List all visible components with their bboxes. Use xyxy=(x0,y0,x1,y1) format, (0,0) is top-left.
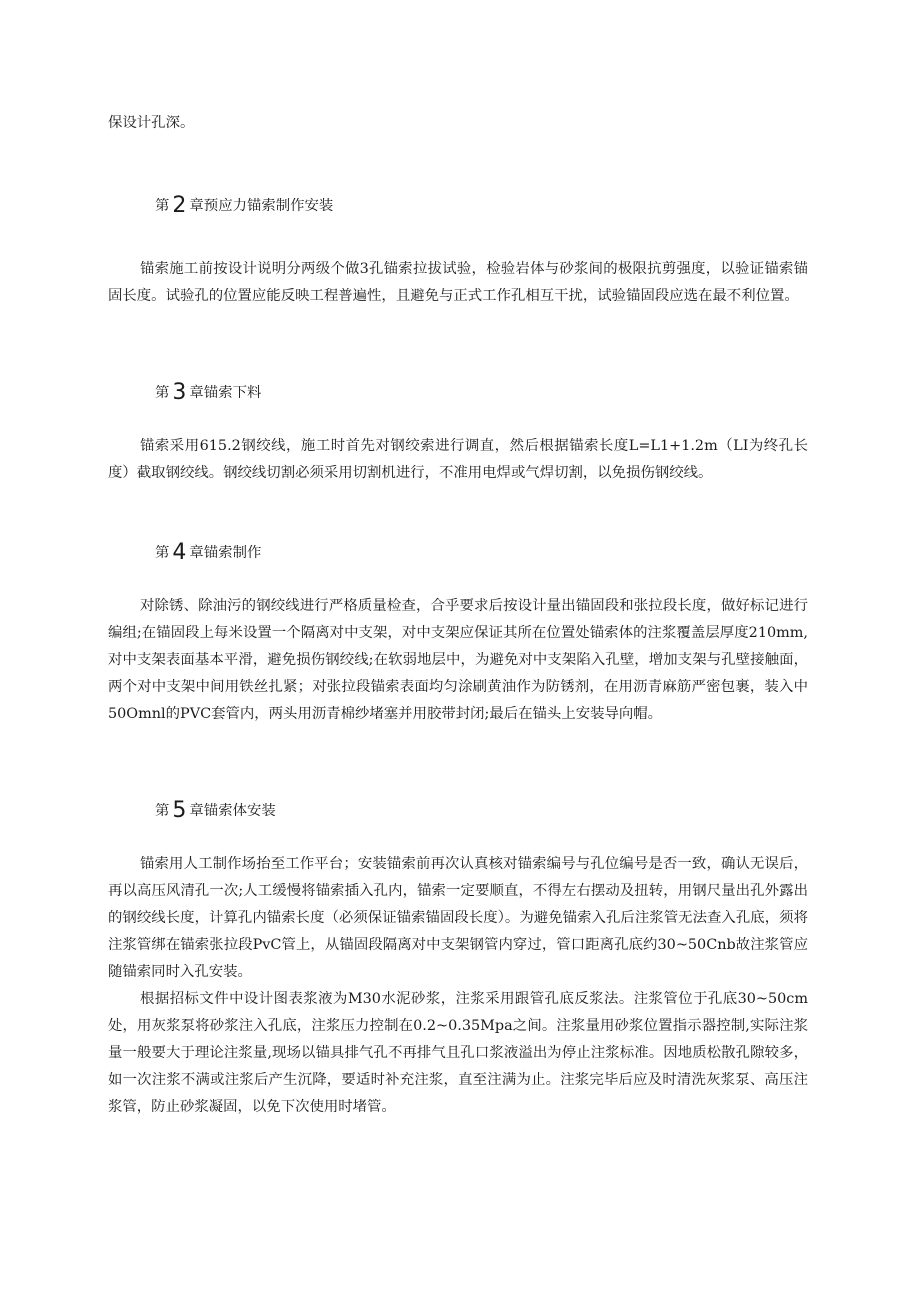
chapter-prefix: 第 xyxy=(155,198,170,214)
chapter-2-body xyxy=(108,256,808,310)
intro-block xyxy=(108,110,808,137)
chapter-4-heading xyxy=(155,539,261,567)
chapter-title: 章锚索下料 xyxy=(189,385,262,401)
chapter-prefix: 第 xyxy=(155,803,170,819)
chapter-5-heading xyxy=(155,797,276,825)
chapter-prefix: 第 xyxy=(155,385,170,401)
chapter-title: 章锚索体安装 xyxy=(189,803,276,819)
chapter-2-paragraph: 锚索施工前按设计说明分两级个做3孔锚索拉拔试验，检验岩体与砂浆间的极限抗剪强度，以验证锚索锚固长度。试验孔的位置应能反映工程普遍性，且避免与正式工作孔相互干扰，试验锚固段应选在最不利位置。 xyxy=(108,261,808,304)
chapter-5-paragraph-1: 锚索用人工制作场抬至工作平台；安装锚索前再次认真核对锚索编号与孔位编号是否一致，确认无误后，再以高压风清孔一次;人工缓慢将锚索插入孔内，锚索一定要顺直，不得左右摆动及扭转，用钢尺量出孔外露出的钢绞线长度，计算孔内锚索长度（必须保证锚索锚固段长度）。为避免锚索入孔后注浆管无法查入孔底，须将注浆管绑在锚索张拉段PvC管上，从锚固段隔离对中支架钢管内穿过，管口距离孔底约30~50Cnb故注浆管应随锚索同时入孔安装。 xyxy=(108,856,808,980)
chapter-number: 4 xyxy=(172,540,187,565)
chapter-4-paragraph: 对除锈、除油污的钢绞线进行严格质量检查，合乎要求后按设计量出锚固段和张拉段长度，做好标记进行编组;在锚固段上每米设置一个隔离对中支架，对中支架应保证其所在位置处锚索体的注浆覆盖层厚度210mm,对中支架表面基本平滑，避免损伤钢绞线;在软弱地层中，为避免对中支架陷入孔壁，增加支架与孔壁接触面，两个对中支架中间用铁丝扎紧；对张拉段锚索表面均匀涂刷黄油作为防锈剂，在用沥青麻筋严密包裹，装入中50Omnl的PVC套管内，两头用沥青棉纱堵塞并用胶带封闭;最后在锚头上安装导向帽。 xyxy=(108,598,808,722)
chapter-4-body xyxy=(108,593,808,728)
chapter-number: 5 xyxy=(172,798,187,823)
chapter-title: 章预应力锚索制作安装 xyxy=(189,198,334,214)
chapter-3-paragraph: 锚索采用615.2钢绞线，施工时首先对钢绞索进行调直，然后根据锚索长度L=L1+1.2m（LI为终孔长度）截取钢绞线。钢绞线切割必须采用切割机进行，不准用电焊或气焊切割，以免损伤钢绞线。 xyxy=(108,438,808,481)
chapter-number: 3 xyxy=(172,380,187,405)
chapter-3-body xyxy=(108,433,808,487)
chapter-number: 2 xyxy=(172,193,187,218)
chapter-5-paragraph-2: 根据招标文件中设计图表浆液为M30水泥砂浆，注浆采用跟管孔底反浆法。注浆管位于孔底30~50cm处，用灰浆泵将砂浆注入孔底，注浆压力控制在0.2~0.35Mpa之间。注浆量用砂浆位置指示器控制,实际注浆量一般要大于理论注浆量,现场以锚具排气孔不再排气且孔口浆液溢出为停止注浆标准。因地质松散孔隙较多，如一次注浆不满或注浆后产生沉降，要适时补充注浆，直至注满为止。注浆完毕后应及时清洗灰浆泵、高压注浆管，防止砂浆凝固，以免下次使用时堵管。 xyxy=(108,991,808,1115)
chapter-prefix: 第 xyxy=(155,545,170,561)
intro-text: 保设计孔深。 xyxy=(108,115,195,131)
chapter-2-heading xyxy=(155,192,333,220)
chapter-title: 章锚索制作 xyxy=(189,545,262,561)
chapter-3-heading xyxy=(155,379,261,407)
chapter-5-body xyxy=(108,851,808,1121)
